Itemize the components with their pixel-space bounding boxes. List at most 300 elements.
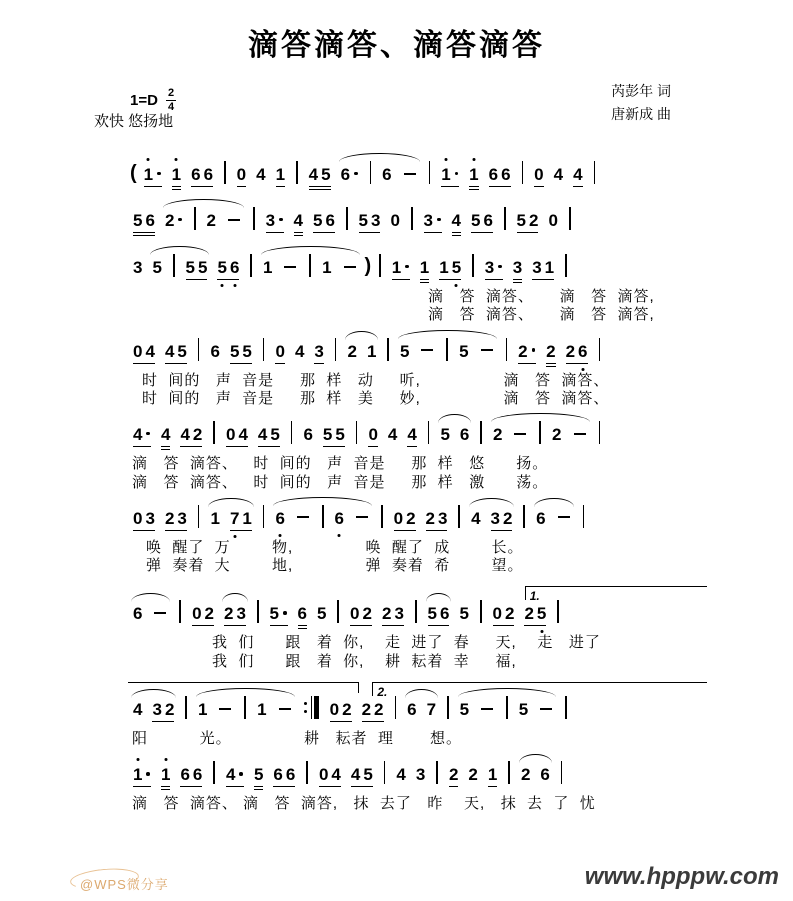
note (449, 765, 458, 787)
note-digit: 4 (256, 165, 266, 184)
note-digit: 4 (471, 508, 481, 528)
slur-arc (395, 341, 500, 364)
note (303, 425, 312, 445)
lyrics-block (128, 539, 703, 576)
barline (296, 161, 298, 184)
augmentation-dot (178, 218, 182, 222)
note-digit: 2 (362, 604, 372, 624)
note (165, 509, 187, 531)
note-digit: 1 (441, 165, 450, 185)
note (513, 258, 522, 280)
note-digit: 6 (407, 699, 417, 719)
octave-dot-above (444, 158, 447, 161)
octave-dot-below (540, 630, 543, 633)
barline (447, 696, 449, 719)
note-digit: 6 (273, 765, 283, 785)
note-digit: 2 (381, 604, 392, 624)
note-digit: 4 (308, 165, 319, 184)
music-system (128, 328, 703, 409)
barline (569, 207, 571, 230)
note-digit: 0 (350, 604, 360, 624)
note (441, 165, 459, 187)
lyric-line: 滴 答 滴答、 时 间的 声 音是 那 样 激 荡。 (132, 473, 549, 491)
barline (291, 421, 293, 444)
note-digit: 2 (524, 604, 534, 624)
note (133, 765, 151, 787)
note-digit: 5 (316, 604, 327, 624)
barline (565, 254, 567, 277)
note-digit: 5 (322, 425, 333, 445)
octave-dot-above (147, 158, 150, 161)
note-digit: 2 (406, 508, 416, 528)
note-digit: 6 (325, 211, 335, 230)
note-digit: 6 (483, 211, 493, 230)
note-digit: 5 (363, 765, 373, 785)
note (319, 765, 341, 787)
barline (179, 600, 181, 623)
note-digit: 4 (133, 699, 143, 719)
lyric-line: 我 们 跟 着 你, 走 进了 春 天, 走 进了 (212, 634, 601, 652)
slur-arc (342, 342, 381, 362)
slur-arc (516, 765, 555, 785)
lyricist: 芮彭年 词 (611, 83, 671, 99)
note-digit: 3 (415, 765, 426, 785)
note (258, 425, 280, 447)
duration-dash (540, 708, 552, 710)
note (230, 342, 252, 364)
barline (480, 600, 482, 623)
note-digit: 6 (335, 509, 344, 529)
note (186, 258, 208, 280)
repeat-dots (304, 702, 307, 713)
note-digit: 4 (573, 165, 583, 184)
note-digit: 5 (400, 341, 410, 361)
note-digit: 3 (532, 258, 542, 278)
note (275, 509, 284, 529)
note-digit: 4 (553, 165, 564, 184)
duration-dash (404, 173, 416, 175)
lyrics-block (128, 288, 703, 325)
note (133, 258, 142, 278)
barline (194, 207, 196, 230)
lyrics-block (128, 795, 703, 813)
note-digit: 1 (210, 508, 220, 528)
note-digit: 2 (520, 765, 531, 785)
barline (458, 505, 460, 528)
note (341, 165, 359, 185)
note (335, 509, 344, 529)
music-system (128, 243, 703, 325)
note-digit: 0 (133, 508, 143, 528)
duration-dash (356, 516, 368, 518)
note-digit: 0 (548, 211, 558, 230)
lyric-line: 唤 醒了 万 物, 唤 醒了 成 长。 (146, 538, 524, 556)
note-digit: 2 (518, 341, 528, 361)
music-system (128, 590, 703, 671)
barline (599, 421, 601, 444)
octave-dot-below (233, 535, 236, 538)
barline (472, 254, 474, 277)
augmentation-dot (146, 772, 150, 776)
note-digit: 4 (387, 425, 398, 445)
augmentation-dot (532, 348, 536, 352)
note (257, 700, 266, 720)
notes-row (128, 495, 703, 538)
note-digit: 1 (144, 165, 153, 185)
note-digit: 1 (544, 258, 555, 278)
note-digit: 2 (425, 508, 435, 528)
barline (198, 505, 200, 528)
note-digit: 2 (224, 604, 234, 624)
note-digit: 7 (426, 699, 437, 719)
note-digit: 6 (578, 342, 587, 362)
note-digit: 2 (164, 508, 175, 528)
augmentation-dot (354, 172, 358, 176)
note (488, 765, 497, 787)
note (226, 425, 248, 447)
note-digit: 3 (152, 699, 162, 719)
note (314, 342, 323, 364)
note-digit: 3 (236, 604, 246, 624)
note (322, 258, 331, 278)
note-digit: 3 (177, 508, 187, 528)
thin-barline (311, 696, 313, 719)
notes-row (128, 197, 703, 240)
note (165, 342, 187, 364)
notes-row (128, 243, 703, 287)
slur-arc (205, 509, 256, 531)
note (192, 604, 214, 626)
note-digit: 2 (164, 699, 175, 719)
barline (335, 338, 337, 361)
note (350, 604, 372, 626)
note-digit: 1 (487, 765, 498, 785)
note (198, 700, 207, 720)
note-digit: 2 (206, 211, 216, 230)
duration-dash (154, 612, 166, 614)
barline (395, 696, 397, 719)
note-digit: 4 (350, 765, 361, 785)
time-signature-top: 2 (167, 87, 175, 99)
note-digit: 4 (180, 425, 190, 445)
barline (322, 505, 324, 528)
note-digit: 2 (192, 425, 203, 445)
note-digit: 2 (546, 341, 556, 361)
duration-dash (344, 266, 356, 268)
note-digit: 5 (242, 341, 252, 361)
note (133, 700, 142, 720)
note-digit: 1 (172, 165, 181, 185)
note (368, 425, 377, 447)
slur-arc (336, 164, 423, 187)
note-digit: 5 (185, 258, 195, 278)
note-digit: 3 (371, 211, 381, 230)
note (460, 700, 469, 720)
note (210, 342, 219, 362)
note-digit: 6 (488, 165, 499, 184)
slur-arc (455, 699, 560, 722)
slur-arc (258, 257, 363, 280)
note (266, 211, 284, 233)
barline (213, 421, 215, 444)
volta-label: 1. (529, 589, 540, 604)
barline (263, 338, 265, 361)
note-digit: 6 (382, 165, 392, 184)
slur-arc (193, 699, 298, 722)
note (313, 211, 335, 233)
slur-arc (402, 700, 441, 720)
note (133, 604, 142, 624)
barline (504, 207, 506, 230)
note-digit: 6 (192, 765, 203, 785)
note-digit: 4 (294, 341, 305, 361)
note-digit: 0 (318, 765, 329, 785)
note (396, 765, 405, 785)
wps-watermark: @WPS微分享 (80, 874, 169, 893)
note (532, 258, 554, 280)
note-digit: 1 (366, 341, 377, 361)
barline (309, 254, 311, 277)
note (230, 509, 252, 531)
note-digit: 4 (145, 341, 155, 361)
barline (337, 600, 339, 623)
octave-dot-above (136, 758, 139, 761)
note-digit: 6 (340, 165, 351, 184)
thick-barline (314, 696, 319, 719)
note-digit: 4 (164, 341, 175, 361)
note (172, 165, 181, 187)
note-digit: 0 (492, 604, 502, 624)
note-digit: 5 (358, 211, 368, 230)
note (254, 765, 263, 787)
note-digit: 6 (191, 165, 201, 184)
note-digit: 3 (423, 211, 433, 230)
duration-dash (228, 219, 240, 221)
music-system (128, 495, 703, 576)
music-system (128, 751, 703, 813)
lyrics-block (128, 634, 703, 671)
barline (522, 161, 524, 184)
page-title: 滴答滴答、滴答滴答 (248, 28, 545, 63)
note-digit: 2 (468, 765, 478, 785)
lyric-line: 阳 光。 耕 耘者 理 想。 (132, 730, 463, 747)
time-signature-bottom: 4 (167, 101, 175, 113)
note-digit: 2 (552, 425, 562, 445)
notes-row (128, 150, 703, 194)
note-digit: 5 (152, 258, 162, 278)
repeat-barline (304, 696, 319, 719)
slur-arc (435, 425, 474, 445)
note-digit: 0 (368, 425, 378, 445)
lyric-line: 弹 奏着 大 地, 弹 奏着 希 望。 (146, 557, 524, 575)
note-digit: 2 (492, 425, 503, 445)
repeat-dot (304, 710, 307, 713)
note-digit: 1 (322, 258, 332, 278)
note-digit: 0 (393, 508, 404, 528)
duration-dash (421, 349, 433, 351)
note (554, 165, 563, 185)
note-digit: 6 (501, 165, 511, 184)
note-digit: 6 (459, 425, 470, 445)
note (180, 425, 202, 447)
duration-dash (574, 433, 586, 435)
lyric-line: 滴 答 滴答、 滴 答 滴答, 抹 去了 昨 天, 抹 去 了 忧 (132, 795, 596, 813)
note (347, 342, 356, 362)
notes-row (128, 686, 703, 729)
note (224, 604, 246, 626)
note (426, 509, 448, 531)
note (521, 765, 530, 785)
note-digit: 0 (329, 699, 340, 719)
slur-arc (423, 604, 455, 626)
note (161, 765, 170, 787)
note (226, 765, 244, 787)
note-digit: 2 (448, 765, 459, 785)
note-digit: 6 (145, 211, 155, 230)
note-digit: 1 (469, 165, 478, 185)
note (382, 165, 391, 185)
note (459, 604, 468, 624)
barline (224, 161, 226, 184)
note (428, 604, 450, 626)
octave-dot-below (338, 534, 341, 537)
note (273, 765, 295, 787)
lyric-line: 时 间的 声 音是 那 样 动 听, 滴 答 滴答、 (142, 371, 610, 389)
note-digit: 6 (133, 604, 143, 624)
barline (257, 600, 259, 623)
note-digit: 1 (133, 765, 142, 785)
note-digit: 1 (419, 258, 430, 278)
note (237, 165, 246, 187)
note (210, 509, 219, 529)
barline (539, 421, 541, 444)
slur-arc (466, 509, 517, 531)
note-digit: 5 (518, 699, 529, 719)
note (392, 258, 410, 280)
note-digit: 0 (390, 211, 400, 230)
barline (523, 505, 525, 528)
note-digit: 4 (293, 211, 303, 230)
note (256, 165, 265, 185)
note (416, 765, 425, 785)
lyric-line: 滴 答 滴答、 时 间的 声 音是 那 样 悠 扬。 (132, 455, 549, 473)
barline (263, 505, 265, 528)
barline (198, 338, 200, 361)
octave-dot-below (455, 284, 458, 287)
barline (387, 338, 389, 361)
note (546, 342, 555, 364)
note-digit: 3 (484, 258, 495, 278)
slur-arc (219, 604, 251, 626)
barline (594, 161, 596, 184)
note-digit: 5 (229, 341, 240, 361)
barline (370, 161, 372, 184)
duration-dash (279, 708, 291, 710)
note (133, 425, 151, 447)
barline (565, 696, 567, 719)
note (485, 258, 503, 280)
note (493, 425, 502, 445)
note (390, 211, 399, 231)
barline (379, 254, 381, 277)
lyrics-block (128, 730, 703, 748)
note (536, 509, 545, 529)
note-digit: 4 (451, 211, 461, 230)
note (207, 211, 216, 231)
note-digit: 2 (503, 508, 513, 528)
intro-paren: ) (364, 255, 372, 278)
augmentation-dot (405, 265, 409, 269)
note-digit: 4 (407, 425, 417, 445)
barline (306, 761, 308, 784)
note-digit: 6 (210, 341, 220, 361)
note-digit: 1 (391, 258, 402, 278)
note-digit: 2 (565, 341, 576, 361)
note-digit: 6 (297, 604, 307, 624)
note (573, 165, 582, 187)
slur-arc (128, 604, 173, 624)
tempo-marking: 欢快 悠扬地 (94, 113, 174, 130)
duration-dash (481, 349, 493, 351)
note (275, 342, 284, 364)
note-digit: 5 (177, 341, 187, 361)
note-digit: 5 (516, 211, 526, 230)
slur-arc (531, 509, 576, 529)
note-digit: 6 (439, 604, 450, 624)
octave-dot-above (472, 158, 475, 161)
note (295, 342, 304, 362)
octave-dot-below (221, 284, 224, 287)
note (394, 509, 416, 531)
key-label: 1=D (130, 92, 158, 109)
note-digit: 7 (230, 509, 239, 529)
barline (583, 505, 585, 528)
note (491, 509, 513, 531)
barline (411, 207, 413, 230)
note-digit: 3 (394, 604, 404, 624)
note (540, 765, 549, 785)
note-digit: 2 (164, 211, 175, 230)
augmentation-dot (498, 265, 502, 269)
note (317, 604, 326, 624)
note (493, 604, 515, 626)
note (460, 425, 469, 445)
note-digit: 6 (180, 765, 190, 785)
note-digit: 5 (427, 604, 437, 624)
barline (561, 761, 563, 784)
barline (506, 696, 508, 719)
note-digit: 1 (263, 258, 273, 278)
octave-dot-above (164, 758, 167, 761)
note-digit: 3 (145, 508, 155, 528)
duration-dash (219, 708, 231, 710)
notes-row (128, 590, 703, 633)
note-digit: 0 (236, 165, 247, 184)
lyrics-block (128, 455, 703, 492)
note-digit: 6 (285, 765, 296, 785)
note (191, 165, 213, 187)
note (552, 425, 561, 445)
note-digit: 1 (439, 258, 449, 278)
slur-arc (128, 700, 179, 722)
note-digit: 6 (230, 258, 239, 278)
note-digit: 3 (314, 341, 324, 361)
slur-arc (270, 508, 375, 531)
note (298, 604, 307, 626)
note-digit: 2 (374, 699, 384, 719)
note-digit: 5 (537, 604, 546, 624)
note-digit: 3 (133, 258, 143, 278)
